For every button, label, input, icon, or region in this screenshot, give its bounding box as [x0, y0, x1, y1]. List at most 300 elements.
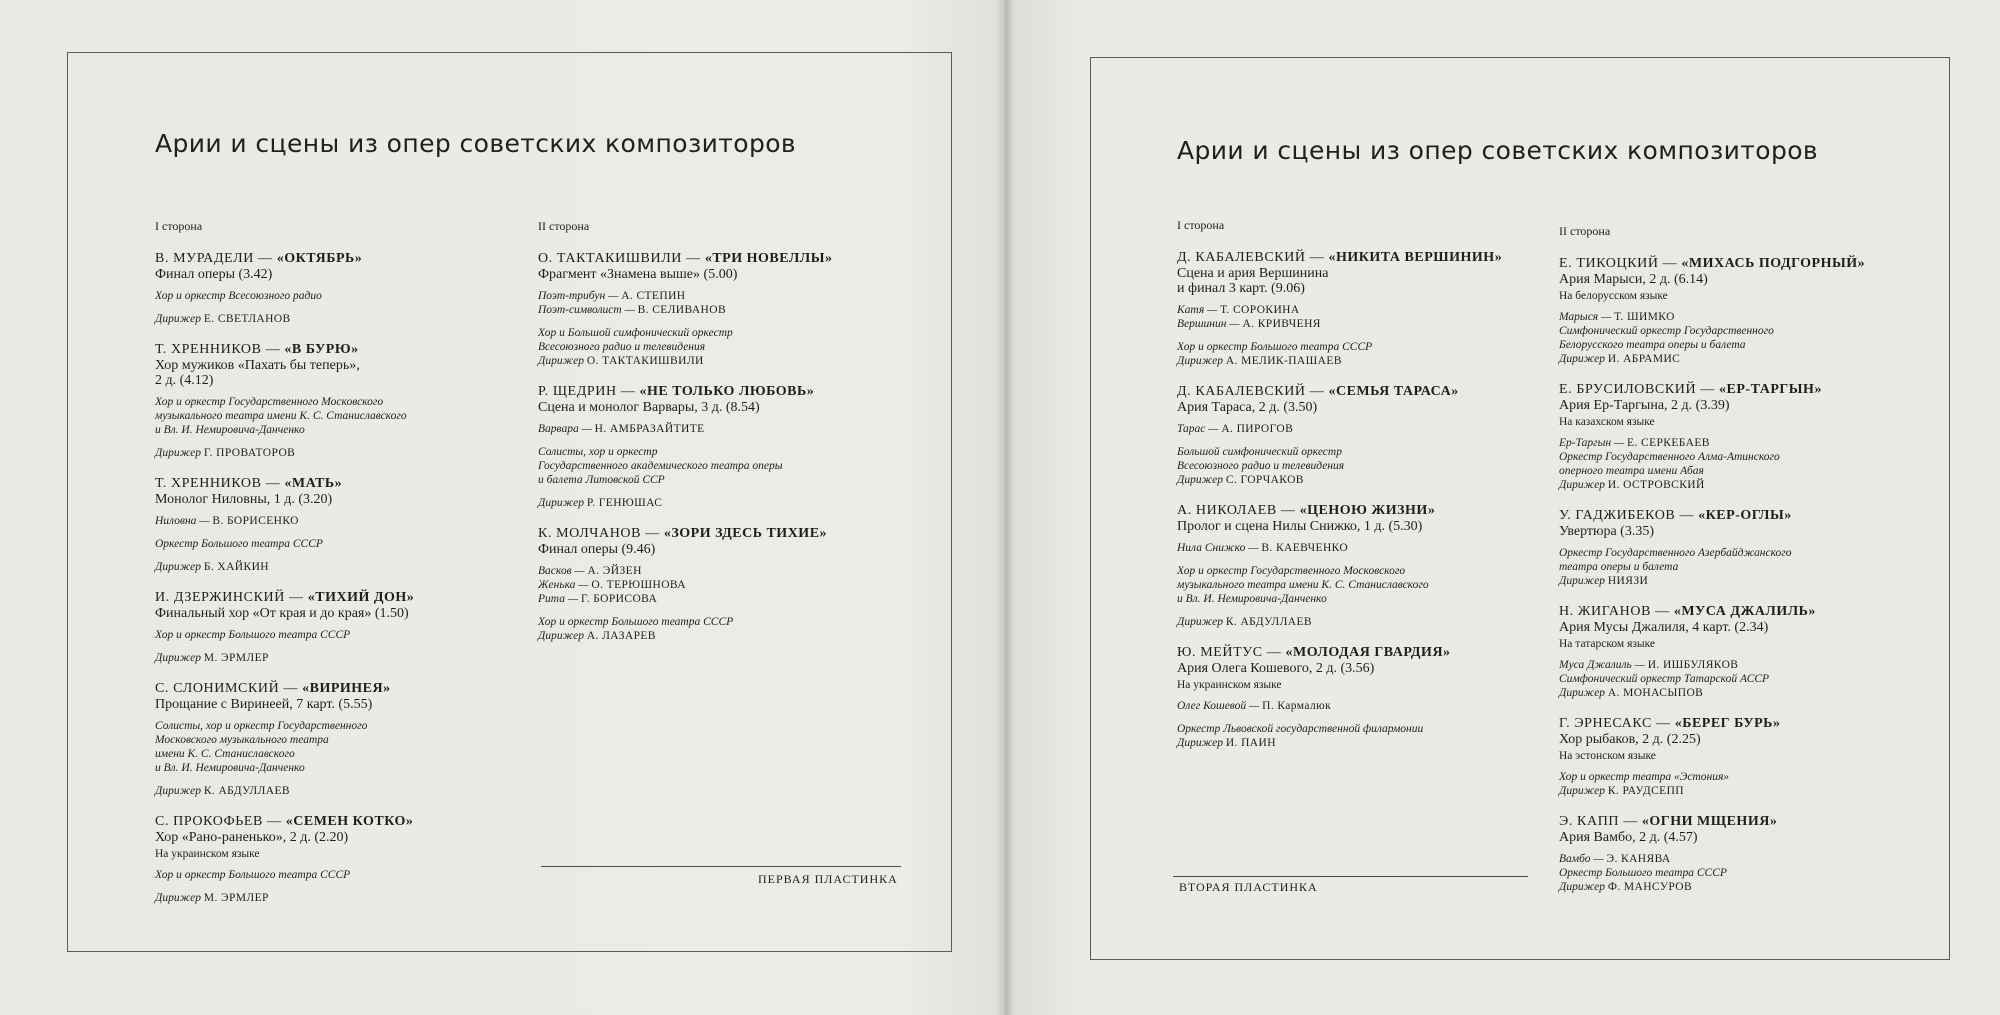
opera-title: «ЗОРИ ЗДЕСЬ ТИХИЕ»: [663, 526, 828, 541]
credits-gap: [1177, 436, 1547, 445]
performer-name: М. ЭРМЛЕР: [203, 892, 269, 904]
credit-line: [1177, 303, 1547, 317]
description-line: Финал оперы (3.42): [155, 267, 273, 282]
credit-role: Хор и Большой симфонический оркестр: [538, 327, 733, 339]
credit-line: [1559, 784, 1929, 798]
credit-line: [1177, 736, 1547, 750]
description-line: 2 д. (4.12): [155, 373, 214, 388]
credits-gap: [1177, 331, 1547, 340]
credit-role: Дирижер: [1559, 575, 1608, 587]
track-heading: [155, 250, 525, 267]
performer-name: В. СЕЛИВАНОВ: [637, 304, 727, 316]
track-heading: [1559, 813, 1929, 830]
track-heading: [538, 525, 908, 542]
language-note: На эстонском языке: [1559, 750, 1656, 762]
left-panel: [67, 52, 952, 952]
composer: Е. БРУСИЛОВСКИЙ —: [1559, 382, 1715, 397]
performer-name: К. АБДУЛЛАЕВ: [203, 785, 290, 797]
credit-line: [155, 289, 525, 303]
performer-name: К. АБДУЛЛАЕВ: [1225, 616, 1312, 628]
description-line: Хор «Рано-раненько», 2 д. (2.20): [155, 830, 349, 845]
credit-role: Женька —: [538, 579, 592, 591]
opera-title: «МОЛОДАЯ ГВАРДИЯ»: [1285, 645, 1451, 660]
side-label: II сторона: [538, 219, 590, 233]
credit-role: Хор и оркестр Большого театра СССР: [155, 629, 351, 641]
opera-title: «ЦЕНОЮ ЖИЗНИ»: [1299, 503, 1436, 518]
track-item: [155, 475, 525, 574]
credit-role: Дирижер: [155, 785, 204, 797]
credit-line: [1559, 436, 1929, 450]
credits: [538, 564, 908, 643]
language-note: На украинском языке: [155, 848, 260, 860]
track-item: [155, 250, 525, 326]
description-line: и финал 3 карт. (9.06): [1177, 281, 1305, 296]
credit-line: [1177, 541, 1547, 555]
track-description: [155, 267, 525, 282]
composer: Н. ЖИГАНОВ —: [1559, 604, 1670, 619]
credits: [155, 514, 525, 574]
credits: [1177, 303, 1547, 368]
language-note: На украинском языке: [1177, 679, 1282, 691]
description-line: Хор мужиков «Пахать бы теперь»,: [155, 358, 360, 373]
credits: [155, 719, 525, 798]
track-description: [1559, 398, 1929, 413]
page-fold: [996, 0, 1014, 1015]
credit-role: Ер-Таргын —: [1559, 437, 1628, 449]
credit-line: [1559, 464, 1929, 478]
performer-name: И. ИШБУЛЯКОВ: [1647, 659, 1739, 671]
credit-role: Нила Снижко —: [1177, 542, 1262, 554]
credits-gap: [538, 436, 908, 445]
credits: [1559, 852, 1929, 894]
credit-role: Дирижер: [1177, 474, 1226, 486]
performer-name: О. ТЕРЮШНОВА: [591, 579, 686, 591]
credit-role: Дирижер: [155, 561, 204, 573]
credit-role: Ниловна —: [155, 515, 213, 527]
track-description: [1559, 524, 1929, 539]
credit-line: [1559, 478, 1929, 492]
track-description: [155, 358, 525, 388]
credit-role: Дирижер: [155, 652, 204, 664]
performer-name: А. ЭЙЗЕН: [587, 565, 642, 577]
opera-title: «КЕР-ОГЛЫ»: [1698, 508, 1792, 523]
credits: [1559, 658, 1929, 700]
composer: О. ТАКТАКИШВИЛИ —: [538, 251, 701, 266]
credit-role: Московского музыкального театра: [155, 734, 329, 746]
performer-name: Ф. МАНСУРОВ: [1607, 881, 1693, 893]
composer: Р. ЩЕДРИН —: [538, 384, 636, 399]
composer: И. ДЗЕРЖИНСКИЙ —: [155, 590, 304, 605]
track-item: [155, 680, 525, 798]
credit-role: Марыся —: [1559, 311, 1615, 323]
track-heading: [1559, 381, 1929, 398]
credit-role: Дирижер: [1559, 353, 1608, 365]
track-heading: [1559, 715, 1929, 732]
credit-line: [1177, 564, 1547, 578]
credit-role: Оркестр Львовской государственной филармонии: [1177, 723, 1424, 735]
credit-line: [538, 473, 908, 487]
language-note: На белорусском языке: [1559, 290, 1668, 302]
performer-name: М. ЭРМЛЕР: [203, 652, 269, 664]
opera-title: «СЕМЬЯ ТАРАСА»: [1328, 384, 1459, 399]
credit-role: Симфонический оркестр Государственного: [1559, 325, 1774, 337]
side-2-column: [538, 219, 908, 658]
credit-role: Оркестр Большого театра СССР: [155, 538, 323, 550]
track-description: [155, 697, 525, 712]
credit-role: Дирижер: [1559, 785, 1608, 797]
track-heading: [155, 589, 525, 606]
track-heading: [1177, 383, 1547, 400]
performer-name: А. МОНАСЫПОВ: [1607, 687, 1704, 699]
credit-role: имени К. С. Станиславского: [155, 748, 295, 760]
credit-role: и Вл. И. Немировича-Данченко: [155, 762, 305, 774]
opera-title: «НИКИТА ВЕРШИНИН»: [1328, 250, 1503, 265]
credit-line: [538, 326, 908, 340]
credit-line: [538, 354, 908, 368]
credit-line: [1559, 310, 1929, 324]
credit-line: [538, 289, 908, 303]
side-label: I сторона: [155, 219, 203, 233]
composer: Ю. МЕЙТУС —: [1177, 645, 1282, 660]
credits-gap: [155, 775, 525, 784]
track-item: [155, 341, 525, 460]
credit-line: [1559, 852, 1929, 866]
credit-line: [538, 445, 908, 459]
credit-role: оперного театра имени Абая: [1559, 465, 1704, 477]
performer-name: О. ТАКТАКИШВИЛИ: [586, 355, 704, 367]
track-description: [1177, 661, 1547, 676]
credit-line: [1559, 352, 1929, 366]
track-description: [1559, 732, 1929, 747]
credit-role: Оркестр Большого театра СССР: [1559, 867, 1727, 879]
credit-line: [155, 651, 525, 665]
credit-role: Хор и оркестр Государственного Московского: [1177, 565, 1406, 577]
track-item: [1559, 381, 1929, 492]
credit-line: [1177, 578, 1547, 592]
credits-gap: [155, 551, 525, 560]
track-description: [155, 830, 525, 845]
credit-line: [1559, 450, 1929, 464]
performer-name: Э. КАНЯВА: [1606, 853, 1671, 865]
credits-gap: [155, 882, 525, 891]
credits: [1559, 546, 1929, 588]
track-item: [538, 525, 908, 643]
track-heading: [1559, 255, 1929, 272]
credit-line: [538, 422, 908, 436]
credit-line: [1559, 770, 1929, 784]
credit-line: [1177, 615, 1547, 629]
performer-name: Е. СВЕТЛАНОВ: [203, 313, 291, 325]
credit-role: и Вл. И. Немировича-Данченко: [155, 424, 305, 436]
credit-role: Катя —: [1177, 304, 1221, 316]
credits: [1559, 770, 1929, 798]
opera-title: «МАТЬ»: [284, 476, 343, 491]
performer-name: С. ГОРЧАКОВ: [1225, 474, 1304, 486]
credit-role: Хор и оркестр Большого театра СССР: [538, 616, 734, 628]
side-1-column: [155, 219, 525, 920]
track-heading: [538, 250, 908, 267]
track-heading: [1559, 507, 1929, 524]
credit-role: Хор и оркестр Большого театра СССР: [155, 869, 351, 881]
track-description: [538, 400, 908, 415]
opera-title: «ВИРИНЕЯ»: [302, 681, 391, 696]
credit-line: [155, 628, 525, 642]
credit-role: Дирижер: [155, 447, 204, 459]
credit-role: Оркестр Государственного Алма-Атинского: [1559, 451, 1780, 463]
composer: В. МУРАДЕЛИ —: [155, 251, 273, 266]
performer-name: К. РАУДСЕПП: [1607, 785, 1685, 797]
credits-gap: [155, 642, 525, 651]
credit-role: Дирижер: [155, 313, 204, 325]
credit-line: [1177, 340, 1547, 354]
language-note: На татарском языке: [1559, 638, 1656, 650]
credits: [538, 289, 908, 368]
page-title: Арии и сцены из опер советских композиторов: [1177, 136, 1819, 165]
credit-line: [538, 496, 908, 510]
track-item: [1559, 255, 1929, 366]
description-line: Сцена и ария Вершинина: [1177, 266, 1329, 281]
credits-gap: [538, 487, 908, 496]
credit-role: Тарас —: [1177, 423, 1222, 435]
performer-name: В. БОРИСЕНКО: [212, 515, 299, 527]
credit-line: [1559, 672, 1929, 686]
track-description: [1559, 830, 1929, 845]
credit-role: музыкального театра имени К. С. Станиславского: [155, 410, 407, 422]
description-line: Увертюра (3.35): [1559, 524, 1655, 539]
track-item: [1559, 715, 1929, 798]
opera-title: «ТИХИЙ ДОН»: [307, 590, 415, 605]
credit-line: [1177, 445, 1547, 459]
credit-role: Солисты, хор и оркестр Государственного: [155, 720, 368, 732]
performer-name: Е. СЕРКЕБАЕВ: [1627, 437, 1710, 449]
credit-line: [1559, 546, 1929, 560]
composer: Т. ХРЕННИКОВ —: [155, 476, 281, 491]
credit-role: Хор и оркестр Всесоюзного радио: [155, 290, 322, 302]
credit-line: [538, 564, 908, 578]
opera-title: «СЕМЕН КОТКО»: [285, 814, 414, 829]
credit-line: [155, 761, 525, 775]
credit-role: Государственного академического театра оперы: [538, 460, 783, 472]
credit-line: [1177, 317, 1547, 331]
opera-title: «МУСА ДЖАЛИЛЬ»: [1673, 604, 1816, 619]
credit-line: [1177, 354, 1547, 368]
performer-name: А. ЛАЗАРЕВ: [586, 630, 656, 642]
record-label: ПЕРВАЯ ПЛАСТИНКА: [758, 872, 898, 886]
credit-line: [1177, 473, 1547, 487]
composer: Д. КАБАЛЕВСКИЙ —: [1177, 250, 1325, 265]
track-heading: [1177, 502, 1547, 519]
opera-title: «ТРИ НОВЕЛЛЫ»: [704, 251, 833, 266]
track-heading: [538, 383, 908, 400]
credit-role: Белорусского театра оперы и балета: [1559, 339, 1746, 351]
description-line: Ария Марыси, 2 д. (6.14): [1559, 272, 1708, 287]
credit-line: [1559, 338, 1929, 352]
performer-name: Н. АМБРАЗАЙТИТЕ: [594, 423, 705, 435]
track-heading: [155, 475, 525, 492]
credits-gap: [1177, 713, 1547, 722]
footer-rule: [541, 866, 901, 867]
credits-gap: [155, 303, 525, 312]
credit-role: Оркестр Государственного Азербайджанского: [1559, 547, 1792, 559]
credit-role: Вамбо —: [1559, 853, 1607, 865]
credit-line: [538, 629, 908, 643]
track-description: [1177, 519, 1547, 534]
composer: Г. ЭРНЕСАКС —: [1559, 716, 1671, 731]
performer-name: Г. ПРОВАТОРОВ: [203, 447, 296, 459]
side-label: II сторона: [1559, 224, 1611, 238]
performer-name: А. МЕЛИК-ПАШАЕВ: [1225, 355, 1342, 367]
composer: А. НИКОЛАЕВ —: [1177, 503, 1296, 518]
track-description: [1177, 400, 1547, 415]
credit-line: [538, 303, 908, 317]
composer: С. СЛОНИМСКИЙ —: [155, 681, 298, 696]
track-heading: [155, 341, 525, 358]
opera-title: «ЕР-ТАРГЫН»: [1719, 382, 1822, 397]
credit-line: [155, 733, 525, 747]
opera-title: «В БУРЮ»: [284, 342, 359, 357]
credit-line: [155, 868, 525, 882]
credit-line: [1559, 880, 1929, 894]
performer-name: В. КАЕВЧЕНКО: [1261, 542, 1349, 554]
performer-name: Г. БОРИСОВА: [580, 593, 658, 605]
credit-role: Дирижер: [1559, 687, 1608, 699]
track-item: [1559, 507, 1929, 588]
track-description: [1559, 620, 1929, 635]
credit-role: Хор и оркестр Большого театра СССР: [1177, 341, 1373, 353]
credit-role: Хор и оркестр театра «Эстония»: [1559, 771, 1730, 783]
track-description: [1559, 272, 1929, 287]
credit-role: Всесоюзного радио и телевидения: [538, 341, 706, 353]
credits-gap: [1177, 606, 1547, 615]
performer-name: Б. ХАЙКИН: [203, 561, 269, 573]
description-line: Монолог Ниловны, 1 д. (3.20): [155, 492, 333, 507]
credit-role: Дирижер: [1177, 616, 1226, 628]
credit-role: Васков —: [538, 565, 588, 577]
credit-line: [155, 719, 525, 733]
language-note: На казахском языке: [1559, 416, 1655, 428]
credit-line: [538, 592, 908, 606]
track-item: [538, 383, 908, 510]
credit-role: Дирижер: [1559, 479, 1608, 491]
credits-gap: [155, 528, 525, 537]
track-item: [1177, 644, 1547, 750]
track-item: [155, 813, 525, 905]
description-line: Финальный хор «От края и до края» (1.50): [155, 606, 409, 621]
description-line: Ария Мусы Джалиля, 4 карт. (2.34): [1559, 620, 1769, 635]
credit-line: [155, 891, 525, 905]
opera-title: «БЕРЕГ БУРЬ»: [1674, 716, 1781, 731]
description-line: Ария Тараса, 2 д. (3.50): [1177, 400, 1318, 415]
opera-title: «ОКТЯБРЬ»: [276, 251, 363, 266]
description-line: Фрагмент «Знамена выше» (5.00): [538, 267, 738, 282]
credits: [1559, 310, 1929, 366]
performer-name: НИЯЗИ: [1607, 575, 1649, 587]
credits-gap: [538, 606, 908, 615]
opera-title: «НЕ ТОЛЬКО ЛЮБОВЬ»: [639, 384, 815, 399]
credit-role: Дирижер: [1177, 355, 1226, 367]
side-2-column: [1559, 224, 1929, 909]
description-line: Ария Вамбо, 2 д. (4.57): [1559, 830, 1698, 845]
credit-role: Вершинин —: [1177, 318, 1243, 330]
description-line: Ария Ер-Таргына, 2 д. (3.39): [1559, 398, 1730, 413]
credit-role: театра оперы и балета: [1559, 561, 1679, 573]
composer: Д. КАБАЛЕВСКИЙ —: [1177, 384, 1325, 399]
performer-name: А. ПИРОГОВ: [1221, 423, 1294, 435]
credits: [1177, 541, 1547, 629]
track-item: [538, 250, 908, 368]
side-1-column: [1177, 218, 1547, 765]
credits: [155, 868, 525, 905]
credit-line: [155, 446, 525, 460]
performer-name: И. ПАИН: [1225, 737, 1276, 749]
performer-name: П. Кармалюк: [1262, 700, 1332, 712]
description-line: Пролог и сцена Нилы Снижко, 1 д. (5.30): [1177, 519, 1423, 534]
credit-role: Поэт-символист —: [538, 304, 638, 316]
record-label: ВТОРАЯ ПЛАСТИНКА: [1179, 880, 1318, 894]
right-panel: [1090, 57, 1950, 960]
credit-role: Дирижер: [538, 497, 587, 509]
credit-line: [1177, 459, 1547, 473]
credits: [1559, 436, 1929, 492]
composer: С. ПРОКОФЬЕВ —: [155, 814, 282, 829]
description-line: Прощание с Виринеей, 7 карт. (5.55): [155, 697, 373, 712]
track-item: [1177, 383, 1547, 487]
credit-line: [1559, 574, 1929, 588]
track-item: [1559, 813, 1929, 894]
credit-line: [1559, 658, 1929, 672]
track-item: [1559, 603, 1929, 700]
performer-name: И. АБРАМИС: [1607, 353, 1681, 365]
description-line: Ария Олега Кошевого, 2 д. (3.56): [1177, 661, 1375, 676]
side-label: I сторона: [1177, 218, 1225, 232]
credit-role: Симфонический оркестр Татарской АССР: [1559, 673, 1770, 685]
opera-title: «МИХАСЬ ПОДГОРНЫЙ»: [1681, 256, 1866, 271]
credit-role: и Вл. И. Немировича-Данченко: [1177, 593, 1327, 605]
track-heading: [1177, 249, 1547, 266]
footer-rule: [1173, 876, 1528, 877]
credit-role: Поэт-трибун —: [538, 290, 622, 302]
credit-line: [1177, 422, 1547, 436]
track-description: [538, 267, 908, 282]
performer-name: Р. ГЕНЮШАС: [586, 497, 663, 509]
credit-role: Олег Кошевой —: [1177, 700, 1263, 712]
track-description: [155, 492, 525, 507]
credit-line: [1559, 866, 1929, 880]
credit-line: [155, 409, 525, 423]
composer: Т. ХРЕННИКОВ —: [155, 342, 281, 357]
credit-role: Дирижер: [538, 630, 587, 642]
credit-line: [155, 784, 525, 798]
track-item: [1177, 249, 1547, 368]
credit-line: [155, 537, 525, 551]
track-item: [155, 589, 525, 665]
credit-role: Дирижер: [1177, 737, 1226, 749]
credit-line: [155, 395, 525, 409]
credit-line: [1559, 560, 1929, 574]
credits-gap: [1177, 555, 1547, 564]
credit-role: музыкального театра имени К. С. Станиславского: [1177, 579, 1429, 591]
credit-role: Большой симфонический оркестр: [1177, 446, 1342, 458]
credit-role: Хор и оркестр Государственного Московского: [155, 396, 384, 408]
credit-role: Дирижер: [538, 355, 587, 367]
credit-line: [155, 560, 525, 574]
performer-name: Т. СОРОКИНА: [1220, 304, 1300, 316]
credit-role: Варвара —: [538, 423, 595, 435]
page-title: Арии и сцены из опер советских композиторов: [155, 129, 797, 158]
credits-gap: [538, 317, 908, 326]
track-description: [1177, 266, 1547, 296]
credits: [155, 395, 525, 460]
